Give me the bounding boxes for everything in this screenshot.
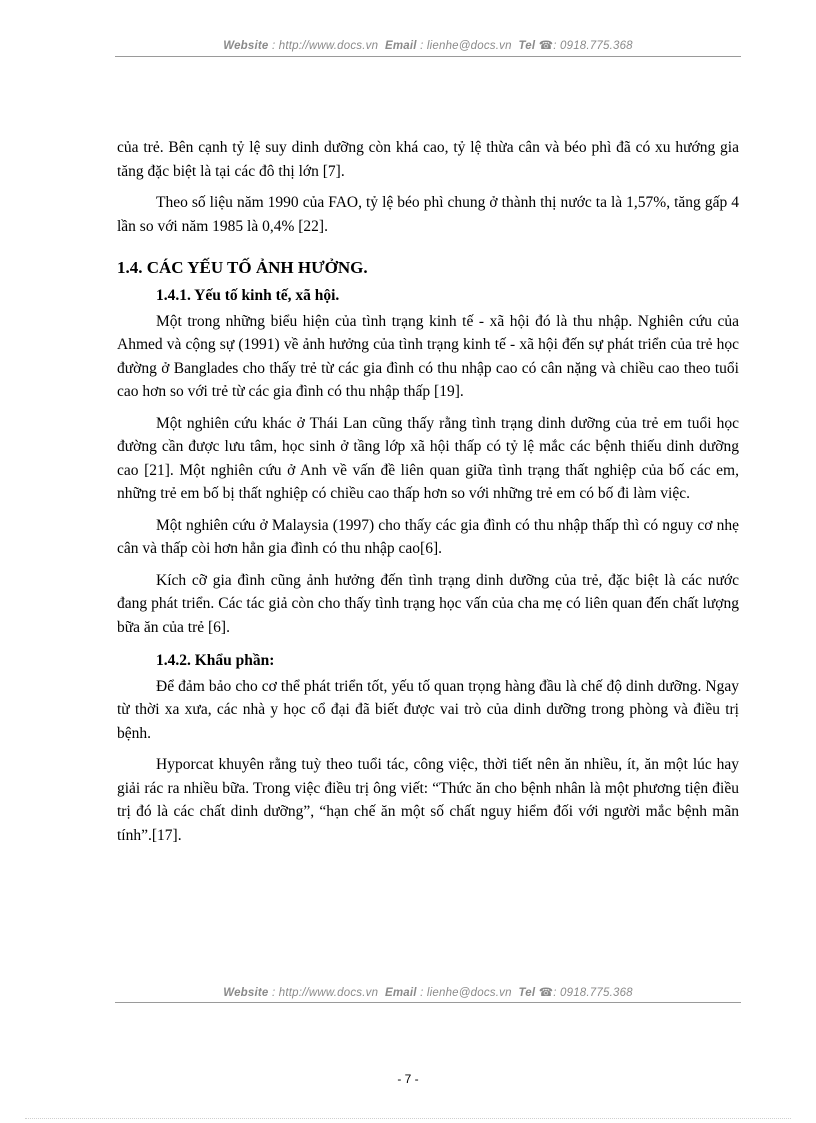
- footer-website-label: Website: [223, 987, 269, 999]
- paragraph: Hyporcat khuyên rằng tuỳ theo tuổi tác, công việc, thời tiết nên ăn nhiều, ít, ăn một lúc hay giải rác ra nhiều bữa. Trong việc điều trị ông viết: “Thức ăn cho bệnh nhân là một phương tiện điều trị đó là các chất dinh dưỡng”, “hạn chế ăn một số chất nguy hiểm đối với người mắc bệnh mãn tính”.[17].: [117, 756, 739, 844]
- phone-icon: ☎: [538, 40, 554, 52]
- header-divider: [115, 56, 741, 57]
- page-header: [115, 38, 741, 52]
- page-bottom-edge: [25, 1118, 791, 1119]
- header-website-link[interactable]: : http://www.docs.vn: [271, 40, 379, 52]
- paragraph: Để đảm bảo cho cơ thể phát triển tốt, yếu tố quan trọng hàng đầu là chế độ dinh dưỡng. Ngay từ thời xa xưa, các nhà y học cổ đại đã biết được vai trò của dinh dưỡng trong phòng và điều trị bệnh.: [117, 677, 739, 742]
- header-tel-value: : 0918.775.368: [553, 40, 633, 52]
- header-email-label: Email: [385, 40, 417, 52]
- paragraph: Một nghiên cứu ở Malaysia (1997) cho thấy các gia đình có thu nhập thấp thì có nguy cơ nhẹ cân và thấp còi hơn hẳn gia đình có thu nhập cao[6].: [117, 516, 739, 557]
- document-body: [117, 136, 739, 855]
- page-number: - 7 -: [397, 1072, 419, 1086]
- page-footer: [115, 985, 741, 999]
- footer-tel-value: : 0918.775.368: [553, 987, 633, 999]
- phone-icon: ☎: [538, 987, 554, 999]
- paragraph: Theo số liệu năm 1990 của FAO, tỷ lệ béo phì chung ở thành thị nước ta là 1,57%, tăng gấp 4 lần so với năm 1985 là 0,4% [22].: [117, 194, 739, 235]
- footer-email-link[interactable]: : lienhe@docs.vn: [420, 987, 512, 999]
- paragraph: của trẻ. Bên cạnh tỷ lệ suy dinh dưỡng còn khá cao, tỷ lệ thừa cân và béo phì đã có xu hướng gia tăng đặc biệt là tại các đô thị lớn [7].: [117, 139, 739, 180]
- paragraph: Một trong những biểu hiện của tình trạng kinh tế - xã hội đó là thu nhập. Nghiên cứu của Ahmed và cộng sự (1991) về ảnh hưởng của tình trạng kinh tế - xã hội đến sự phát triển của trẻ học đường ở Banglades cho thấy trẻ từ các gia đình có thu nhập cao có cân nặng và chiều cao theo tuổi cao hơn so với trẻ từ các gia đình có thu nhập thấp [19].: [117, 312, 739, 400]
- footer-website-link[interactable]: : http://www.docs.vn: [271, 987, 379, 999]
- subsection-heading-1-4-1: 1.4.1. Yếu tố kinh tế, xã hội.: [156, 287, 340, 304]
- section-heading-1-4: 1.4. CÁC YẾU TỐ ẢNH HƯỞNG.: [117, 258, 368, 277]
- header-website-label: Website: [223, 40, 269, 52]
- paragraph: Kích cỡ gia đình cũng ảnh hưởng đến tình trạng dinh dưỡng của trẻ, đặc biệt là các nước đang phát triển. Các tác giả còn cho thấy tình trạng học vấn của cha mẹ có liên quan đến chất lượng bữa ăn của trẻ [6].: [117, 571, 739, 636]
- footer-email-label: Email: [385, 987, 417, 999]
- footer-divider: [115, 1002, 741, 1003]
- paragraph: Một nghiên cứu khác ở Thái Lan cũng thấy rằng tình trạng dinh dưỡng của trẻ em tuổi học đường cần được lưu tâm, học sinh ở tầng lớp xã hội thấp có tỷ lệ mắc các bệnh thiếu dinh dưỡng cao [21]. Một nghiên cứu ở Anh về vấn đề liên quan giữa tình trạng thất nghiệp của bố các em, những trẻ em bố bị thất nghiệp có chiều cao thấp hơn so với những trẻ em có bố đi làm việc.: [117, 414, 739, 502]
- header-email-link[interactable]: : lienhe@docs.vn: [420, 40, 512, 52]
- footer-tel-label: Tel: [518, 987, 536, 999]
- header-tel-label: Tel: [518, 40, 536, 52]
- subsection-heading-1-4-2: 1.4.2. Khẩu phần:: [156, 652, 275, 669]
